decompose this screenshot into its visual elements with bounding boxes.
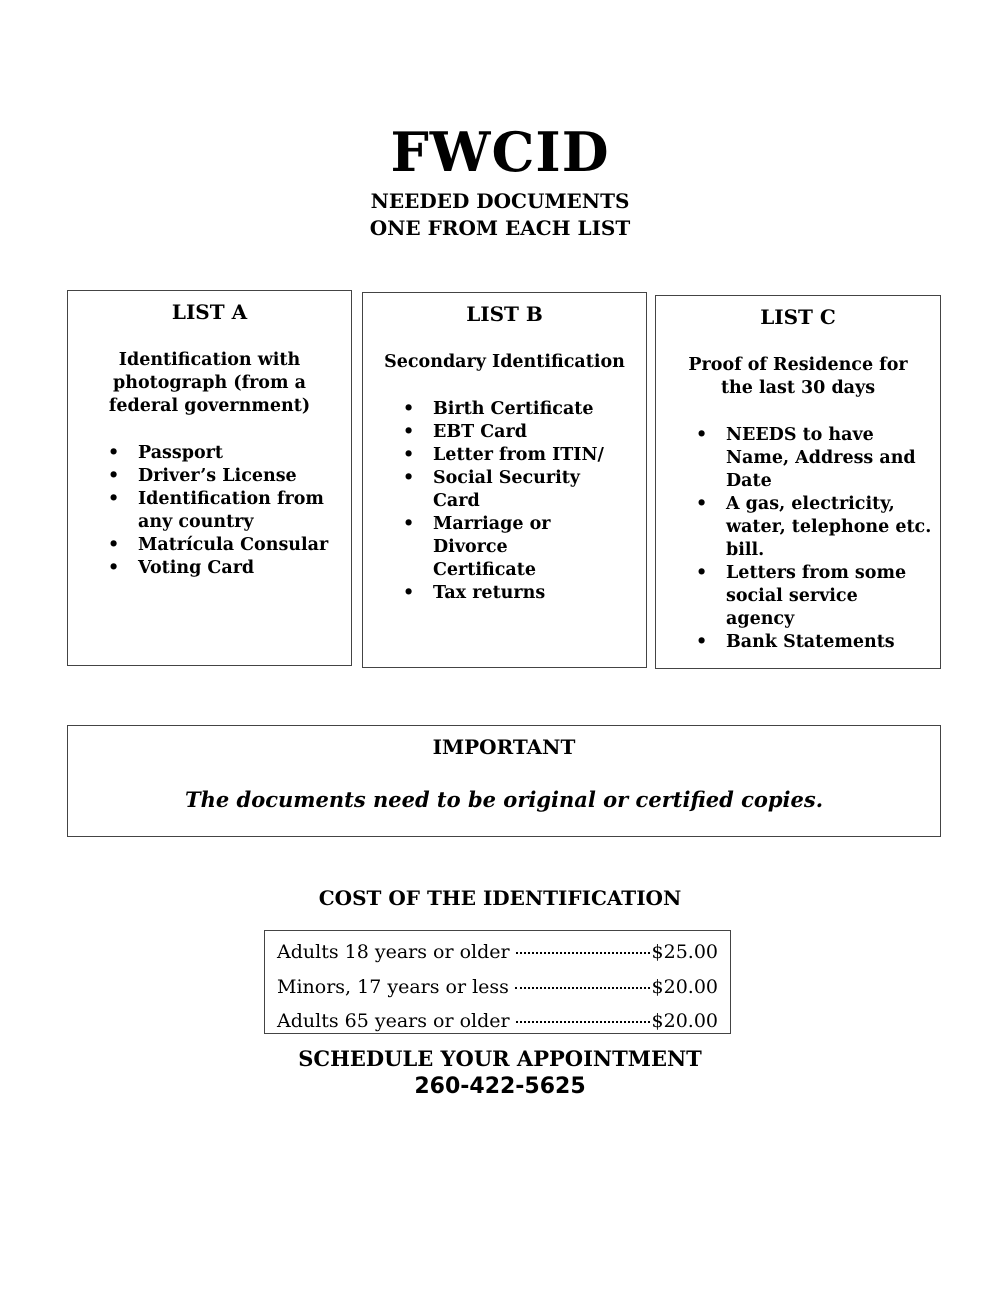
- list-c-description: Proof of Residence for the last 30 days: [688, 355, 908, 398]
- list-c-heading: LIST C: [760, 305, 836, 329]
- bullet-icon: •: [403, 583, 415, 603]
- bullet-icon: •: [696, 563, 708, 583]
- cost-label: Adults 65 years or older: [277, 1010, 510, 1032]
- bullet-icon: •: [108, 466, 120, 486]
- bullet-icon: •: [403, 468, 415, 488]
- list-item: • Marriage or Divorce Certificate: [403, 514, 551, 580]
- schedule-phone: 260-422-5625: [414, 1074, 586, 1099]
- list-b-box: [362, 292, 647, 668]
- bullet-icon: •: [108, 489, 120, 509]
- bullet-icon: •: [696, 632, 708, 652]
- bullet-icon: •: [403, 514, 415, 534]
- list-b-heading: LIST B: [466, 302, 543, 326]
- cost-label: Minors, 17 years or less: [277, 975, 509, 998]
- list-a-items: [68, 442, 351, 580]
- list-item: • Letter from ITIN/: [403, 445, 604, 465]
- list-item: • Social Security Card: [403, 468, 580, 511]
- list-a-heading: LIST A: [171, 300, 248, 324]
- important-heading: IMPORTANT: [432, 735, 576, 759]
- list-item: • Birth Certificate: [403, 399, 594, 419]
- dotted-leader: [516, 952, 650, 954]
- list-item: • NEEDS to have Name, Address and Date: [696, 425, 916, 491]
- list-item: • EBT Card: [403, 422, 527, 442]
- bullet-icon: •: [696, 494, 708, 514]
- page-title: FWCID: [390, 120, 610, 184]
- list-a-box: [67, 290, 352, 666]
- bullet-icon: •: [108, 535, 120, 555]
- subtitle-needed-documents: NEEDED DOCUMENTS: [370, 189, 630, 213]
- list-item: • Bank Statements: [696, 632, 895, 652]
- list-b-items: [363, 398, 646, 605]
- bullet-icon: •: [696, 425, 708, 445]
- cost-price: $25.00: [651, 941, 718, 963]
- list-item: • Voting Card: [108, 558, 255, 578]
- table-row: [277, 935, 718, 970]
- important-box: [67, 725, 941, 837]
- list-c-items: [656, 424, 940, 654]
- important-text: The documents need to be original or certified copies.: [184, 787, 824, 812]
- subtitle-one-from-each: ONE FROM EACH LIST: [369, 216, 631, 240]
- bullet-icon: •: [108, 558, 120, 578]
- table-row: [277, 1004, 718, 1039]
- bullet-icon: •: [108, 443, 120, 463]
- list-item: • Driver’s License: [108, 466, 297, 486]
- list-item: • A gas, electricity, water, telephone etc. bill.: [696, 494, 932, 560]
- bullet-icon: •: [403, 399, 415, 419]
- dotted-leader: [515, 987, 650, 989]
- cost-price: $20.00: [651, 1010, 718, 1032]
- list-item: • Passport: [108, 443, 223, 463]
- table-row: [277, 970, 718, 1005]
- list-item: • Tax returns: [403, 583, 546, 603]
- list-item: • Matrícula Consular: [108, 535, 329, 555]
- cost-heading: COST OF THE IDENTIFICATION: [318, 886, 682, 910]
- list-b-description: Secondary Identification: [384, 352, 625, 372]
- list-item: • Identification from any country: [108, 489, 324, 532]
- bullet-icon: •: [403, 445, 415, 465]
- bullet-icon: •: [403, 422, 415, 442]
- dotted-leader: [516, 1021, 650, 1023]
- cost-table: [264, 930, 731, 1034]
- cost-label: Adults 18 years or older: [277, 941, 510, 963]
- schedule-label: SCHEDULE YOUR APPOINTMENT: [298, 1046, 702, 1071]
- list-c-box: [655, 295, 941, 669]
- list-a-description: Identification with photograph (from a federal government): [108, 350, 311, 416]
- list-item: • Letters from some social service agency: [696, 563, 907, 629]
- cost-price: $20.00: [651, 975, 718, 998]
